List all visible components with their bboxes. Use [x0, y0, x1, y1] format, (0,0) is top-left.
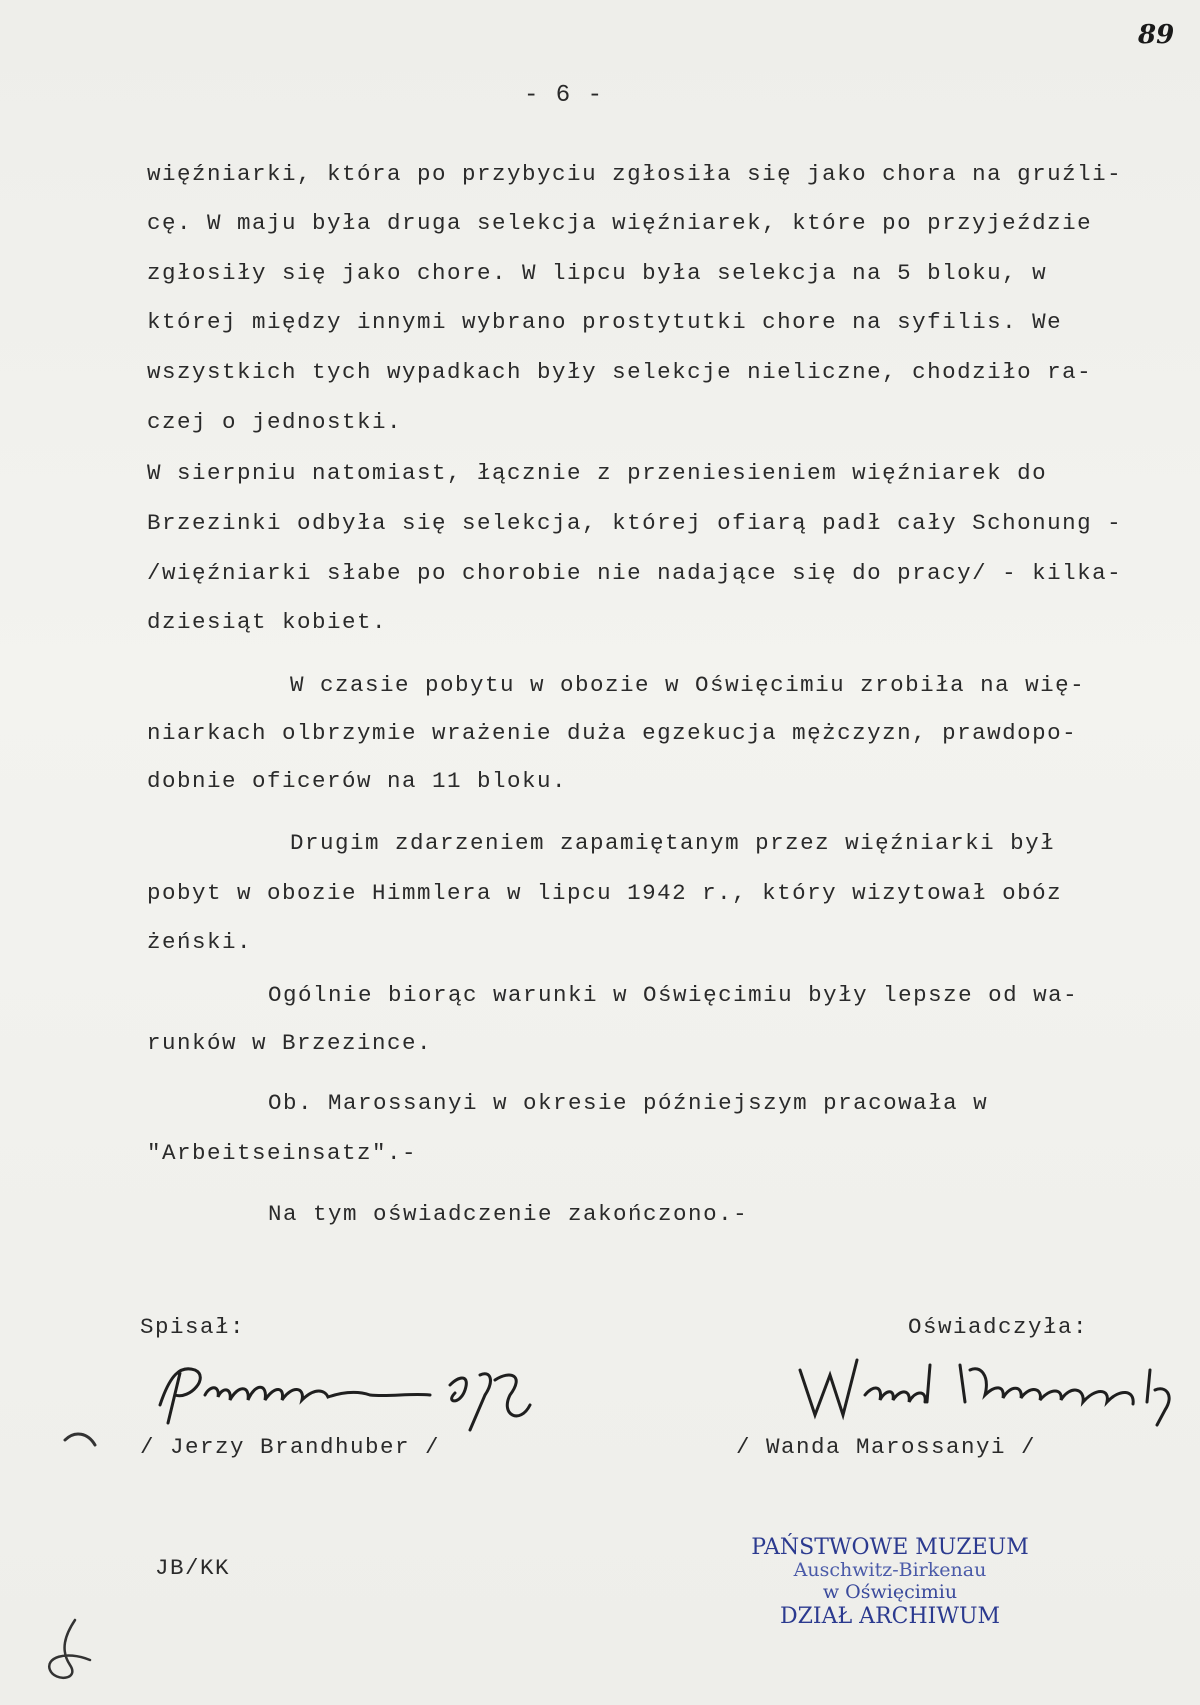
text-line: niarkach olbrzymie wrażenie duża egzekucja mężczyzn, prawdopo- [147, 720, 1078, 746]
text-line: W sierpniu natomiast, łącznie z przeniesieniem więźniarek do [147, 460, 1048, 486]
stamp-line: w Oświęcimiu [822, 1581, 958, 1604]
recorder-name: / Jerzy Brandhuber / [140, 1434, 441, 1460]
stamp-line: DZIAŁ ARCHIWUM [779, 1603, 1001, 1629]
text-line: Drugim zdarzeniem zapamiętanym przez więźniarki był [290, 830, 1056, 856]
text-line: dobnie oficerów na 11 bloku. [147, 768, 568, 794]
text-line: runków w Brzezince. [147, 1030, 433, 1056]
margin-pencil-mark [35, 1610, 105, 1690]
stamp-line: Auschwitz-Birkenau [793, 1559, 987, 1582]
declarant-signature [795, 1340, 1190, 1430]
text-line: Na tym oświadczenie zakończono.- [268, 1201, 749, 1227]
recorder-label: Spisał: [140, 1314, 246, 1340]
declarant-label: Oświadczyła: [908, 1314, 1089, 1340]
text-line: /więźniarki słabe po chorobie nie nadające się do pracy/ - kilka- [147, 560, 1123, 586]
recorder-signature [150, 1345, 560, 1435]
text-line: zgłosiły się jako chore. W lipcu była selekcja na 5 bloku, w [147, 260, 1048, 286]
text-line: "Arbeitseinsatz".- [147, 1140, 418, 1166]
stamp-line: PAŃSTWOWE MUZEUM [751, 1535, 1029, 1560]
text-line: więźniarki, która po przybyciu zgłosiła się jako chora na gruźli- [147, 161, 1123, 187]
page-indicator: - 6 - [524, 82, 604, 109]
declarant-name: / Wanda Marossanyi / [736, 1434, 1037, 1460]
margin-mark [60, 1425, 100, 1455]
text-line: wszystkich tych wypadkach były selekcje nieliczne, chodziło ra- [147, 359, 1093, 385]
archive-page-number: 89 [1138, 20, 1175, 50]
text-line: żeński. [147, 929, 253, 955]
text-line: której między innymi wybrano prostytutki chore na syfilis. We [147, 309, 1063, 335]
archive-stamp [720, 1535, 1060, 1629]
text-line: dziesiąt kobiet. [147, 609, 388, 635]
typist-initials: JB/KK [155, 1555, 231, 1581]
text-line: Ogólnie biorąc warunki w Oświęcimiu były lepsze od wa- [268, 982, 1079, 1008]
text-line: W czasie pobytu w obozie w Oświęcimiu zrobiła na wię- [290, 672, 1086, 698]
text-line: Brzezinki odbyła się selekcja, której ofiarą padł cały Schonung - [147, 510, 1123, 536]
text-line: cę. W maju była druga selekcja więźniarek, które po przyjeździe [147, 210, 1093, 236]
text-line: pobyt w obozie Himmlera w lipcu 1942 r., który wizytował obóz [147, 880, 1063, 906]
text-line: czej o jednostki. [147, 409, 403, 435]
text-line: Ob. Marossanyi w okresie późniejszym pracowała w [268, 1090, 989, 1116]
